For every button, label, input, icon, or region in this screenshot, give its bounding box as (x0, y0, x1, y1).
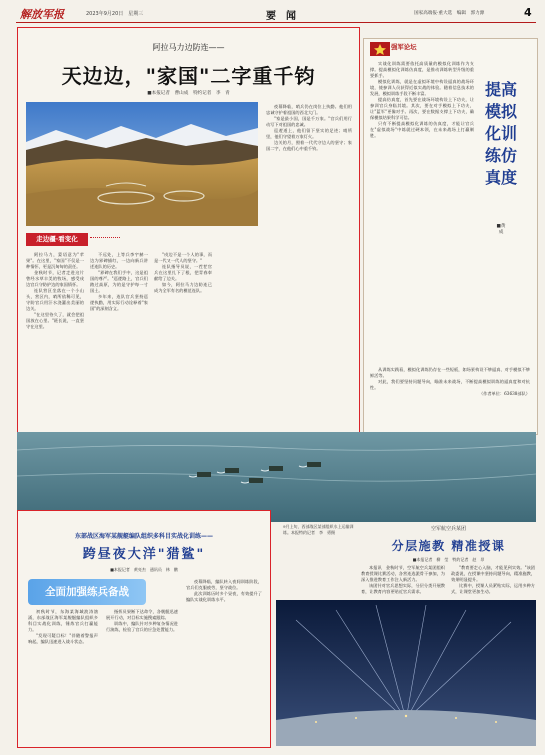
article-air-force[interactable] (361, 523, 536, 598)
commentary-body-bottom (370, 367, 530, 427)
newspaper-logo: 解放军报 (20, 8, 64, 21)
paragraph: "家是最小国，国是千万家。"官兵们用行动写下对祖国的忠诚。 (266, 116, 352, 127)
star-emblem-icon (370, 42, 392, 56)
column-banner (28, 579, 146, 605)
paragraph: 只有不断提高模拟化训练的仿真度，才能让官兵在"虚拟战场"中练就过硬本领，在未来战场上打赢制胜。 (370, 121, 474, 138)
article-column-2 (106, 609, 178, 741)
commentary-sidebar[interactable] (363, 38, 538, 435)
article-kicker: 空军航空兵某团 (430, 526, 466, 532)
paragraph: 从训练实践看，模拟化训练仍存在一些短板，如场景构设不够逼真、对手模拟不够鲜活等。 (370, 367, 530, 378)
paragraph: 连队指导员说，一茬茬官兵在这里扎下了根，把青春奉献给了边关。 (154, 264, 212, 281)
paragraph: 训练中，编队针对多种复杂情况进行演练，检验了官兵的应急处置能力。 (106, 621, 178, 632)
paragraph: 夜幕降临，哨兵仍在岗位上执勤。他们用忠诚守护着祖国的西北大门。 (266, 104, 352, 115)
editor-info: 国家高端报·重大选 编辑 郭力源 (414, 11, 485, 16)
paragraph: 指挥员果断下达命令，各舰艇迅速展开行动，对目标实施搜索跟踪。 (106, 609, 178, 620)
boats-river-photo (17, 432, 536, 522)
paragraph: "戍边不是一个人的事，而是一代又一代人的坚守。" (154, 252, 212, 263)
commentary-headline[interactable]: 提高模拟化训练仿真度 (484, 80, 517, 187)
section-title: 要 闻 (266, 11, 296, 22)
paragraph: 如今，阿拉马力边防连已成为全军有名的模范连队。 (154, 282, 212, 293)
paragraph: 本报讯 金秋时节，空军航空兵某团组织教育授课比赛活动，各营连选派骨干参加，为深入推进教育工作注入新活力。 (361, 565, 445, 582)
article-column-3 (186, 579, 262, 741)
article-headline[interactable]: 天边边，"家国"二字重千钧 (61, 64, 316, 88)
author-unit: （作者单位：63638部队） (478, 391, 530, 396)
paragraph: 巡逻道上，他们留下坚实的足迹；哨所里，他们守望着万家灯火。 (266, 128, 352, 139)
article-byline: ■本报记者 黄亮杰 通讯员 林 鹏 (110, 567, 178, 572)
paragraph: 提高仿真度，首先要在战场环境构设上下功夫，让参训官兵身临其境。其次，要在对手模拟上下功夫，让"蓝军"更像对手。再次，要在数据支撑上下功夫，确保模拟结果科学可信。 (370, 97, 474, 120)
column-tag: 强军论坛 (391, 43, 417, 51)
mountain-landscape-photo (26, 102, 258, 226)
paragraph: 此次训练历时多个昼夜，有效提升了编队实战化训练水平。 (186, 591, 262, 602)
commentary-author: ■黄 成 (496, 224, 511, 235)
badge-decoration (90, 237, 120, 242)
article-kicker: 东部战区海军某舰艇编队组织多科目实战化训练—— (74, 533, 213, 540)
article-headline[interactable]: 分层施教 精准授课 (391, 539, 506, 553)
photo-caption: 9月上旬，西部战区某部组织水上运输训练。本报特约记者 李 勇摄 (283, 524, 354, 535)
page-number: 4 (524, 6, 532, 19)
article-navy-training[interactable] (17, 510, 271, 748)
article-column-1 (28, 609, 98, 741)
article-headline[interactable]: 跨昼夜大洋"猎鲨" (82, 547, 206, 562)
paragraph: 不远处，上等兵李宇赫一边为界碑描红，一边向新兵讲述连队的历史。 (90, 252, 148, 269)
paragraph: 阿拉马力，蒙语意为"苹果"。在这里，"家国"不仅是一种情怀，更是沉甸甸的责任。 (26, 252, 84, 269)
paragraph: 连队营区坐落在一个小山头，营区内，哨所依稀可见，守防官兵用汗水浇灌出美丽的边关。 (26, 288, 84, 311)
paragraph: 多年来，连队官兵坚持巡逻执勤，用实际行动诠释着"家国"的深刻含义。 (90, 294, 148, 311)
night-sky-photo (276, 600, 536, 746)
commentary-body-left (370, 61, 474, 361)
paragraph: 金秋时节，记者走进这片曾经水草丰美的牧场，感受戍边官兵守防护边的家国情怀。 (26, 270, 84, 287)
article-byline: ■本报记者 柳 莹 特约记者 赵 昂 (412, 557, 485, 562)
page-header (16, 6, 536, 23)
paragraph: "发现可疑目标！"伴随着警报声响起，编队迅速进入战斗状态。 (28, 633, 98, 644)
column-badge: 走边疆·看变化 (26, 233, 88, 246)
issue-date: 2023年9月20日 星期三 (86, 11, 144, 17)
paragraph: "界碑在我们手中，这是祖国的尊严。"巡逻路上，官兵们踏过高原，为的是守护每一寸国土。 (90, 270, 148, 293)
article-column-1 (361, 565, 445, 598)
paragraph: 对此，我们要坚持问题导向，瞄准未来战场，不断提高模拟训练的逼真度和对抗性。 (370, 379, 530, 390)
paragraph: 模拟化训练，就是在虚拟环境中构设逼真的战场环境，使参训人员获得近似实战的体验。随着信息技术的发展，模拟训练手段不断丰富。 (370, 79, 474, 96)
paragraph: 比赛中，授课人员紧贴实际，运用多种方式，让课堂更加生动。 (451, 583, 535, 594)
paragraph: 初秋时节，东海某海域波涛汹涌，东部战区海军某舰艇编队组织多科目实战化训练，锤炼官兵打赢能力。 (28, 609, 98, 632)
article-byline: ■本报记者 曹山成 特约记者 李 青 (147, 91, 230, 96)
paragraph: "教育要走心入脑，才能见到实效。"该团政委说，在授课中坚持问题导向，精准施教，效果明显提升。 (451, 565, 535, 582)
paragraph: 边关的月，照着一代代守边人的坚守；家国二字，在他们心中重千钧。 (266, 140, 352, 151)
paragraph: 夜幕降临，编队转入夜间训练阶段，官兵们克服疲劳，坚守战位。 (186, 579, 262, 590)
article-column-2 (451, 565, 535, 598)
banner-text: 全面加强练兵备战 (45, 586, 129, 598)
paragraph: 实战化训练需要依托高质量的模拟化训练作为支撑。提高模拟化训练仿真度，是推动训练转型升级的重要抓手。 (370, 61, 474, 78)
paragraph: "在这里待久了，就会把祖国放在心里。"班长说，一直坚守在这里。 (26, 312, 84, 329)
paragraph: 该团针对官兵思想实际，分层分类开展教育，让教育内容更贴近官兵需求。 (361, 583, 445, 594)
article-kicker: 阿拉马力边防连—— (152, 43, 225, 52)
